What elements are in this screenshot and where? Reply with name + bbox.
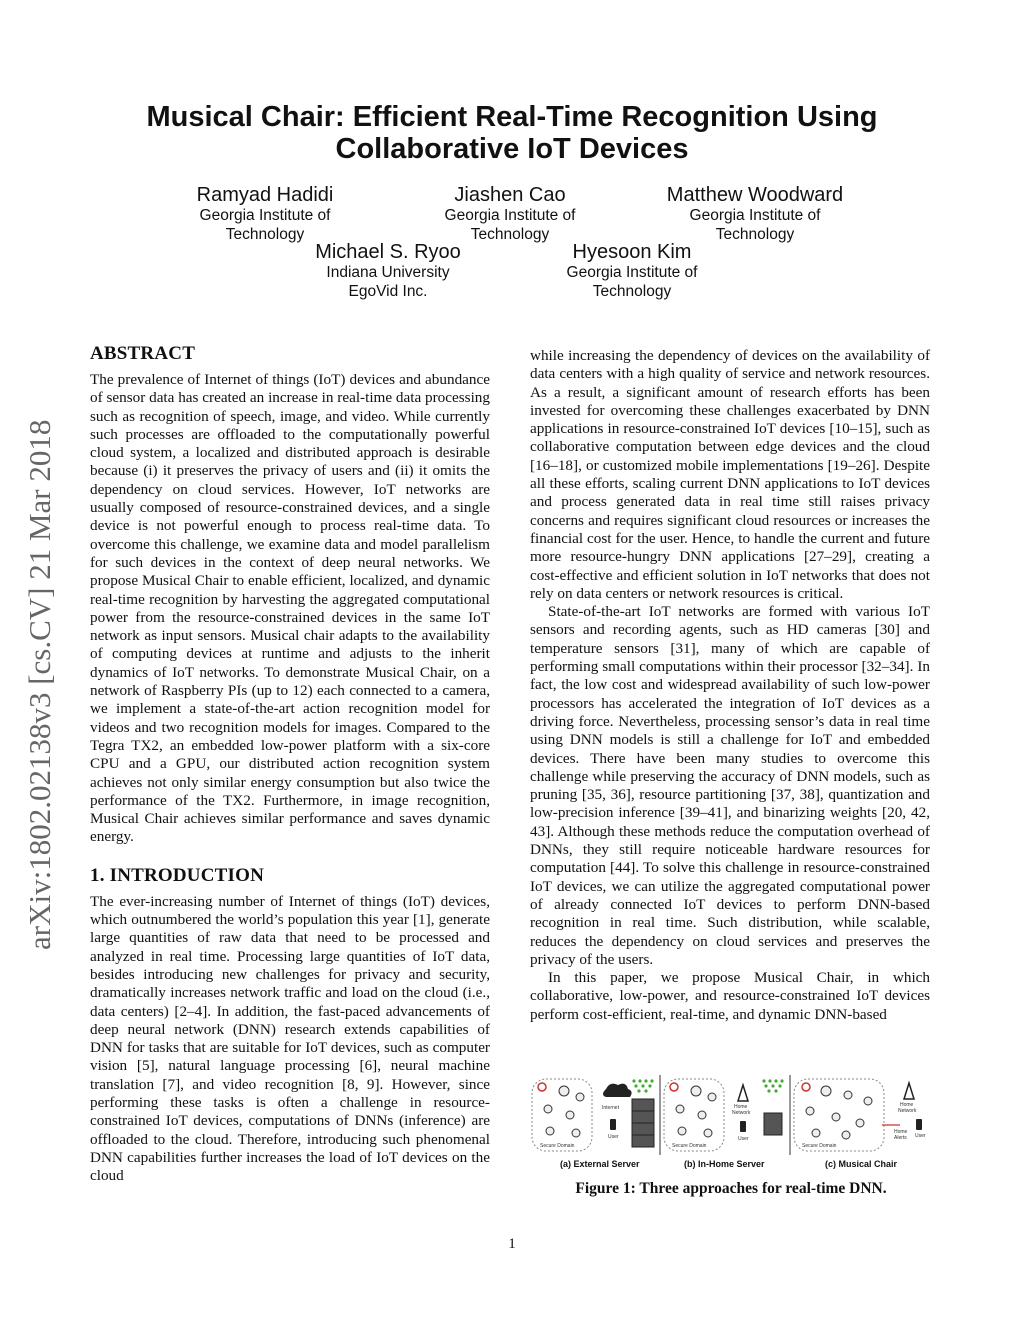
camera-icon	[546, 1127, 554, 1135]
figure-1-diagram	[530, 1075, 932, 1175]
phone-icon	[740, 1121, 746, 1132]
author-affiliation: Georgia Institute of	[689, 207, 821, 224]
network-label: Network	[732, 1110, 751, 1116]
panel-label-a: (a) External Server	[560, 1159, 640, 1169]
user-label: User	[915, 1133, 926, 1139]
home-server-icon	[764, 1113, 782, 1135]
author-block	[268, 241, 508, 301]
figure-caption: Figure 1: Three approaches for real-time DNN.	[575, 1180, 887, 1197]
author-affiliation: Technology	[225, 226, 305, 243]
author-affiliation: Indiana University	[326, 264, 450, 281]
camera-icon	[691, 1086, 701, 1096]
left-column	[90, 343, 490, 1185]
author-block	[390, 184, 630, 244]
paper-title: Musical Chair: Efficient Real-Time Recognition Using Collaborative IoT Devices	[146, 101, 878, 165]
author-affiliation: Georgia Institute of	[199, 207, 331, 224]
intro-heading: 1. INTRODUCTION	[90, 864, 265, 886]
intro-paragraph: In this paper, we propose Musical Chair, in which collaborative, low-power, and resource-constrained IoT devices perform cost-efficient, real-time, and dynamic DNN-based	[530, 969, 930, 1023]
network-label: Network	[898, 1108, 917, 1114]
author-name: Hyesoon Kim	[572, 241, 692, 263]
internet-label: Internet	[602, 1105, 619, 1111]
camera-icon	[576, 1093, 584, 1101]
intro-paragraph: while increasing the dependency of devices on the availability of data centers with a high quality of service and network resources. As a result, a significant amount of research efforts has been invested for overcoming these challenges exacerbated by DNN applications in resource-constrained IoT devices [10–15], such as collaborative computation between edge devices and the cloud [16–18], or customized mobile implementations [19–26]. Despite all these efforts, scaling current DNN applications to IoT devices and process generated data in real time still raises privacy concerns and requires significant cloud resources or increases the financial cost for the user. Hence, to handle the current and future more resource-hungry DNN applications [27–29], creating a cost-effective and efficient solution in IoT networks that does not rely on data centers or network resources is critical.	[530, 347, 930, 602]
camera-icon	[812, 1129, 820, 1137]
dnn-icon	[762, 1079, 783, 1092]
secure-domain-label: Secure Domain	[672, 1143, 707, 1149]
home-label: Home	[734, 1104, 748, 1110]
lock-icon	[538, 1083, 546, 1091]
author-affiliation: Technology	[592, 283, 672, 300]
camera-icon	[559, 1086, 569, 1096]
page-number: 1	[508, 1236, 516, 1252]
home-alerts-label: Home	[894, 1129, 908, 1135]
camera-icon	[544, 1105, 552, 1113]
phone-icon	[610, 1119, 616, 1130]
panel-label-c: (c) Musical Chair	[825, 1159, 898, 1169]
router-icon	[904, 1083, 914, 1099]
camera-icon	[844, 1091, 852, 1099]
camera-icon	[698, 1111, 706, 1119]
alerts-label: Alerts	[894, 1135, 907, 1141]
camera-icon	[806, 1107, 814, 1115]
author-affiliation: Technology	[470, 226, 550, 243]
camera-icon	[566, 1111, 574, 1119]
author-affiliation: EgoVid Inc.	[348, 283, 428, 300]
camera-icon	[856, 1119, 864, 1127]
camera-icon	[678, 1127, 686, 1135]
author-name: Matthew Woodward	[666, 184, 844, 206]
camera-icon	[708, 1093, 716, 1101]
panel-musical-chair	[794, 1079, 926, 1151]
author-block	[635, 184, 875, 244]
user-label: User	[608, 1134, 619, 1140]
camera-icon	[842, 1131, 850, 1139]
right-column	[530, 347, 930, 1024]
abstract-heading: ABSTRACT	[90, 343, 196, 364]
author-name: Jiashen Cao	[454, 184, 566, 206]
secure-domain-label: Secure Domain	[540, 1143, 575, 1149]
camera-icon	[704, 1129, 712, 1137]
author-block	[512, 241, 752, 301]
camera-icon	[864, 1097, 872, 1105]
camera-icon	[676, 1105, 684, 1113]
dnn-icon	[632, 1079, 653, 1092]
author-affiliation: Technology	[715, 226, 795, 243]
intro-paragraph: State-of-the-art IoT networks are formed with various IoT sensors and recording agents, such as HD cameras [30] and temperature sensors [31], many of which are capable of performing small computations within their processor [32–34]. In fact, the low cost and widespread availability of such low-power processors has accelerated the integration of IoT devices as a driving force. Nevertheless, processing sensor’s data in real time using DNN models is still a challenge for IoT and embedded devices. There have been many studies to overcome this challenge while preserving the accuracy of DNN models, such as pruning [35, 36], resource partitioning [37, 38], quantization and low-precision inference [39–41], and binarizing weights [20, 42, 43]. Although these methods reduce the computation overhead of DNNs, they still require noticeable hardware resources for computation [44]. To solve this challenge in resource-constrained IoT devices, we can utilize the aggregated computational power of already connected IoT devices to perform DNN-based recognition in real time. Such distribution, while scalable, reduces the dependency on cloud services and preserves the privacy of the users.	[530, 603, 930, 968]
cloud-icon	[603, 1084, 632, 1097]
author-affiliation: Georgia Institute of	[566, 264, 698, 281]
figure-1	[530, 1075, 932, 1175]
author-name: Ramyad Hadidi	[196, 184, 334, 206]
camera-icon	[572, 1129, 580, 1137]
home-label: Home	[900, 1102, 914, 1108]
abstract-text: The prevalence of Internet of things (IoT) devices and abundance of sensor data has created an increase in real-time data processing such as recognition of speech, image, and video. While currently such processes are offloaded to the computationally powerful cloud system, a localized and distributed approach is desirable because (i) it preserves the privacy of users and (ii) it omits the dependency on cloud services. However, IoT networks are usually composed of resource-constrained devices, and a single device is not powerful enough to process real-time data. To overcome this challenge, we examine data and model parallelism for such devices in the context of deep neural networks. We propose Musical Chair to enable efficient, localized, and dynamic real-time recognition by harvesting the aggregated computational power from the resource-constrained devices in the same IoT network as input sensors. Musical chair adapts to the availability of computing devices at runtime and adjusts to the inherit dynamics of IoT networks. To demonstrate Musical Chair, on a network of Raspberry PIs (up to 12) each connected to a camera, we implement a state-of-the-art action recognition model for videos and two recognition models for images. Compared to the Tegra TX2, an embedded low-power platform with a six-core CPU and a GPU, our distributed action recognition system achieves not only similar energy consumption but also twice the performance of the TX2. Furthermore, in image recognition, Musical Chair achieves similar performance and saves dynamic energy.	[90, 371, 490, 846]
panel-external-server	[532, 1079, 654, 1151]
user-label: User	[738, 1136, 749, 1142]
lock-icon	[670, 1083, 678, 1091]
author-name: Michael S. Ryoo	[315, 241, 461, 263]
secure-domain-label: Secure Domain	[802, 1143, 837, 1149]
panel-in-home-server	[664, 1079, 784, 1151]
intro-paragraph: The ever-increasing number of Internet of things (IoT) devices, which outnumbered the world’s population this year [1], generate large quantities of raw data that need to be processed and analyzed in real time. Processing large quantities of IoT data, besides introducing new challenges for privacy and security, dramatically increases network traffic and load on the cloud (i.e., data centers) [2–4]. In addition, the fast-paced advancements of deep neural network (DNN) research extends capabilities of DNN for tasks that are suitable for IoT devices, such as computer vision [5], natural language processing [6], neural machine translation [7], and video recognition [8, 9]. However, since performing these tasks is often a challenge in resource-constrained IoT devices, computations of DNNs (inference) are offloaded to the cloud. Therefore, introducing such phenomenal DNN capabilities further increases the load of IoT devices on the cloud	[90, 892, 490, 1185]
arxiv-id: arXiv:1802.02138v3 [cs.CV] 21 Mar 2018	[22, 419, 57, 950]
author-block	[145, 184, 385, 244]
author-affiliation: Georgia Institute of	[444, 207, 576, 224]
lock-icon	[802, 1083, 810, 1091]
camera-icon	[821, 1086, 831, 1096]
camera-icon	[832, 1113, 840, 1121]
phone-icon	[916, 1119, 922, 1130]
router-icon	[738, 1085, 748, 1101]
panel-label-b: (b) In-Home Server	[684, 1159, 765, 1169]
